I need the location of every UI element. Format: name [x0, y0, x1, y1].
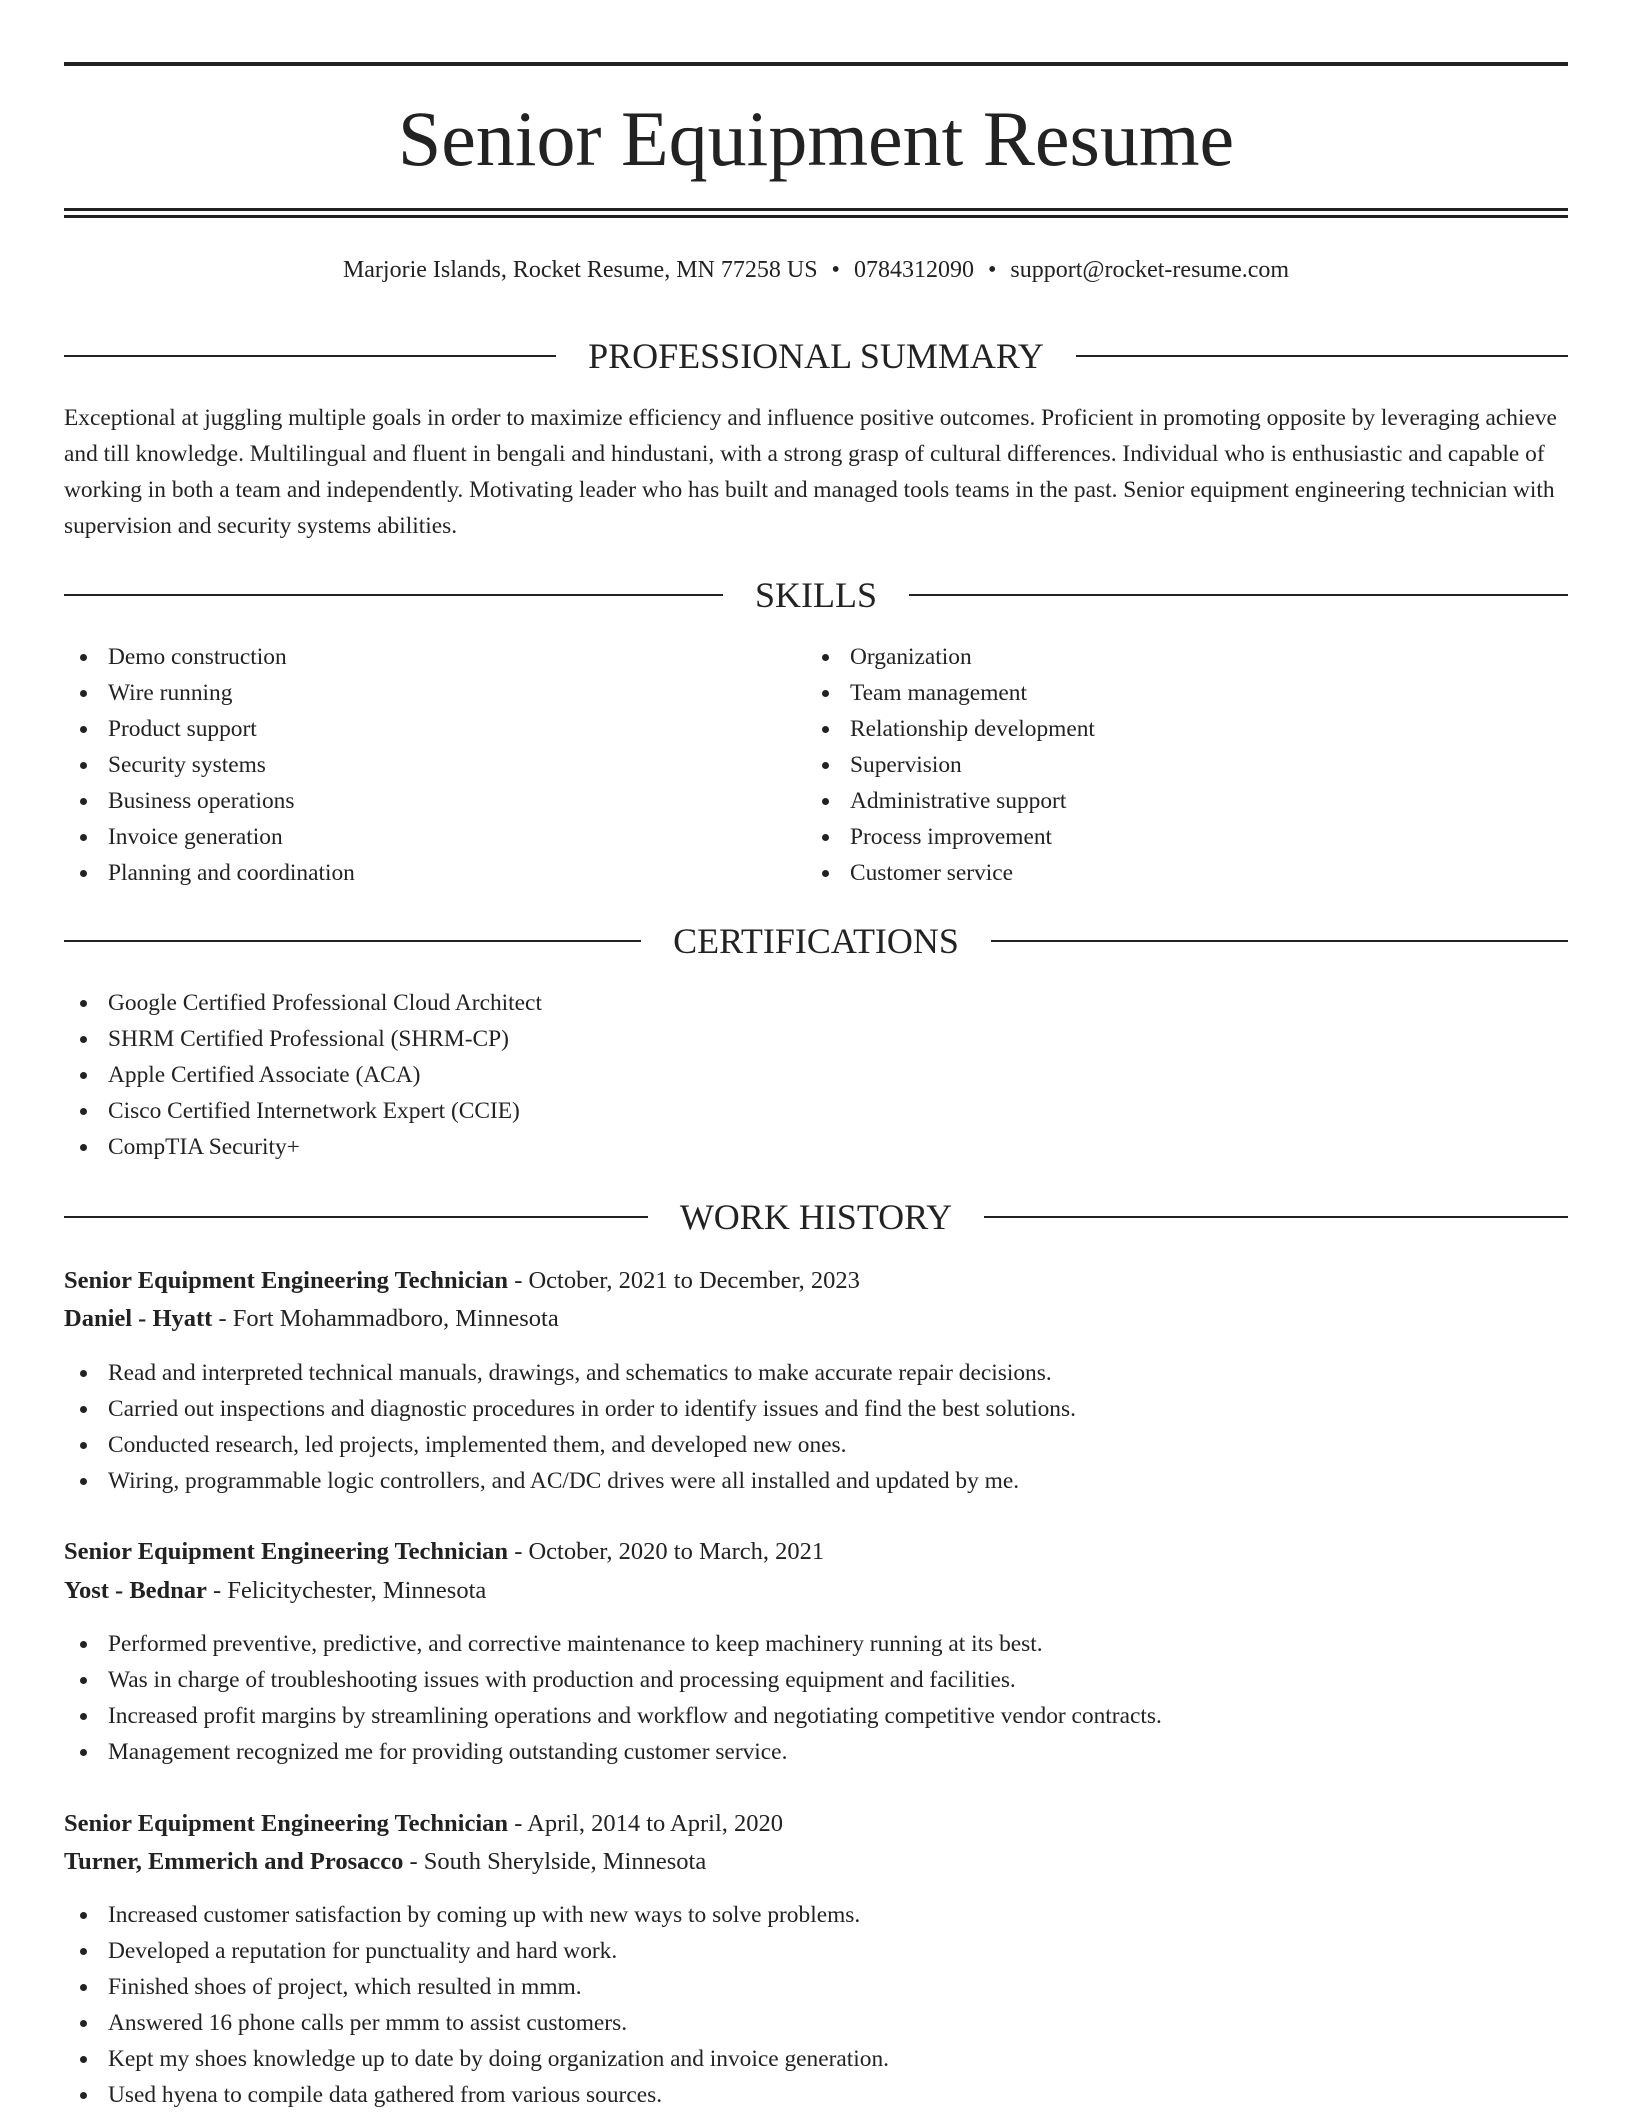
job-company-line: [64, 1573, 1568, 1609]
job-bullet: Increased customer satisfaction by coming up with new ways to solve problems.: [64, 1897, 889, 1933]
job-dates: - October, 2020 to March, 2021: [508, 1538, 825, 1565]
job-location: - Fort Mohammadboro, Minnesota: [212, 1305, 559, 1332]
job-bullet: Performed preventive, predictive, and corrective maintenance to keep machinery running at its best.: [64, 1626, 1162, 1662]
contact-line: [64, 254, 1568, 286]
skill-item: Demo construction: [64, 639, 355, 675]
contact-separator: •: [987, 257, 997, 283]
job-bullet: Increased profit margins by streamlining operations and workflow and negotiating competitive vendor contracts.: [64, 1698, 1162, 1734]
job-title-line: [64, 1263, 1568, 1299]
job-company: Turner, Emmerich and Prosacco: [64, 1848, 404, 1875]
heading-rule-left: [64, 940, 641, 942]
certifications-heading-label: CERTIFICATIONS: [673, 921, 959, 961]
contact-address: Marjorie Islands, Rocket Resume, MN 77258 US: [342, 257, 818, 283]
job-company-line: [64, 1301, 1568, 1337]
skill-item: Customer service: [806, 855, 1095, 891]
contact-phone: 0784312090: [853, 257, 974, 283]
skills-list-right: [806, 639, 1095, 891]
certification-item: Google Certified Professional Cloud Architect: [64, 985, 542, 1021]
skills-list-left: [64, 639, 355, 891]
skill-item: Wire running: [64, 675, 355, 711]
job-bullet: Management recognized me for providing outstanding customer service.: [64, 1734, 1162, 1770]
job-bullet: Read and interpreted technical manuals, drawings, and schematics to make accurate repair decisions.: [64, 1355, 1076, 1391]
summary-heading-label: PROFESSIONAL SUMMARY: [588, 336, 1044, 376]
title-underline: [64, 208, 1568, 211]
job-bullet: Was in charge of troubleshooting issues with production and processing equipment and facilities.: [64, 1662, 1162, 1698]
heading-rule-right: [909, 594, 1568, 596]
certification-item: SHRM Certified Professional (SHRM-CP): [64, 1021, 542, 1057]
heading-rule-left: [64, 1216, 648, 1218]
job-location: - Felicitychester, Minnesota: [206, 1577, 487, 1604]
skill-item: Security systems: [64, 747, 355, 783]
job-bullet: Carried out inspections and diagnostic procedures in order to identify issues and find the best solutions.: [64, 1391, 1076, 1427]
skill-item: Relationship development: [806, 711, 1095, 747]
skill-item: Planning and coordination: [64, 855, 355, 891]
skill-item: Business operations: [64, 783, 355, 819]
job-title-line: [64, 1806, 1568, 1842]
heading-rule-left: [64, 594, 723, 596]
certification-item: Cisco Certified Internetwork Expert (CCIE): [64, 1093, 542, 1129]
certifications-list: [64, 985, 542, 1165]
skill-item: Process improvement: [806, 819, 1095, 855]
job-title: Senior Equipment Engineering Technician: [64, 1538, 509, 1565]
certification-item: CompTIA Security+: [64, 1129, 542, 1165]
job-company-line: [64, 1844, 1568, 1880]
job-bullet: Wiring, programmable logic controllers, and AC/DC drives were all installed and updated by me.: [64, 1463, 1076, 1499]
job-dates: - April, 2014 to April, 2020: [508, 1810, 784, 1837]
job-bullet: Finished shoes of project, which resulted in mmm.: [64, 1969, 889, 2005]
heading-rule-left: [64, 355, 556, 357]
job-bullet: Developed a reputation for punctuality and hard work.: [64, 1933, 889, 1969]
job-title: Senior Equipment Engineering Technician: [64, 1267, 509, 1294]
skill-item: Organization: [806, 639, 1095, 675]
skill-item: Administrative support: [806, 783, 1095, 819]
resume-title: Senior Equipment Resume: [397, 95, 1235, 182]
skill-item: Product support: [64, 711, 355, 747]
summary-heading: [64, 334, 1568, 378]
job-bullet: Kept my shoes knowledge up to date by doing organization and invoice generation.: [64, 2041, 889, 2077]
skills-heading-label: SKILLS: [755, 575, 878, 615]
heading-rule-right: [1076, 355, 1568, 357]
job-dates: - October, 2021 to December, 2023: [508, 1267, 860, 1294]
job-title-line: [64, 1534, 1568, 1570]
job-title: Senior Equipment Engineering Technician: [64, 1810, 509, 1837]
work-history-heading: [64, 1195, 1568, 1239]
heading-rule-right: [991, 940, 1568, 942]
job-location: - South Sherylside, Minnesota: [403, 1848, 707, 1875]
job-bullet: Conducted research, led projects, implemented them, and developed new ones.: [64, 1427, 1076, 1463]
certifications-heading: [64, 919, 1568, 963]
work-history-heading-label: WORK HISTORY: [679, 1197, 953, 1237]
skills-heading: [64, 573, 1568, 617]
job-bullet: Used hyena to compile data gathered from various sources.: [64, 2077, 889, 2113]
job-bullets: [64, 1626, 1162, 1770]
contact-email: support@rocket-resume.com: [1010, 257, 1290, 283]
title-underline-second: [64, 215, 1568, 218]
summary-text: Exceptional at juggling multiple goals in order to maximize efficiency and influence positive outcomes. Proficient in promoting opposite by leveraging achieve and till knowledge. Multilingual and fluent in bengali and hindustani, with a strong grasp of cultural differences. Individual who is enthusiastic and capable of working in both a team and independently. Motivating leader who has built and managed tools teams in the past. Senior equipment engineering technician with supervision and security systems abilities.: [64, 405, 1557, 539]
job-bullet: Answered 16 phone calls per mmm to assist customers.: [64, 2005, 889, 2041]
job-bullets: [64, 1897, 889, 2113]
certification-item: Apple Certified Associate (ACA): [64, 1057, 542, 1093]
heading-rule-right: [984, 1216, 1568, 1218]
top-rule: [64, 62, 1568, 66]
skill-item: Invoice generation: [64, 819, 355, 855]
skill-item: Team management: [806, 675, 1095, 711]
job-bullets: [64, 1355, 1076, 1499]
job-company: Yost - Bednar: [64, 1577, 207, 1604]
job-company: Daniel - Hyatt: [64, 1305, 213, 1332]
skill-item: Supervision: [806, 747, 1095, 783]
contact-separator: •: [831, 257, 840, 283]
